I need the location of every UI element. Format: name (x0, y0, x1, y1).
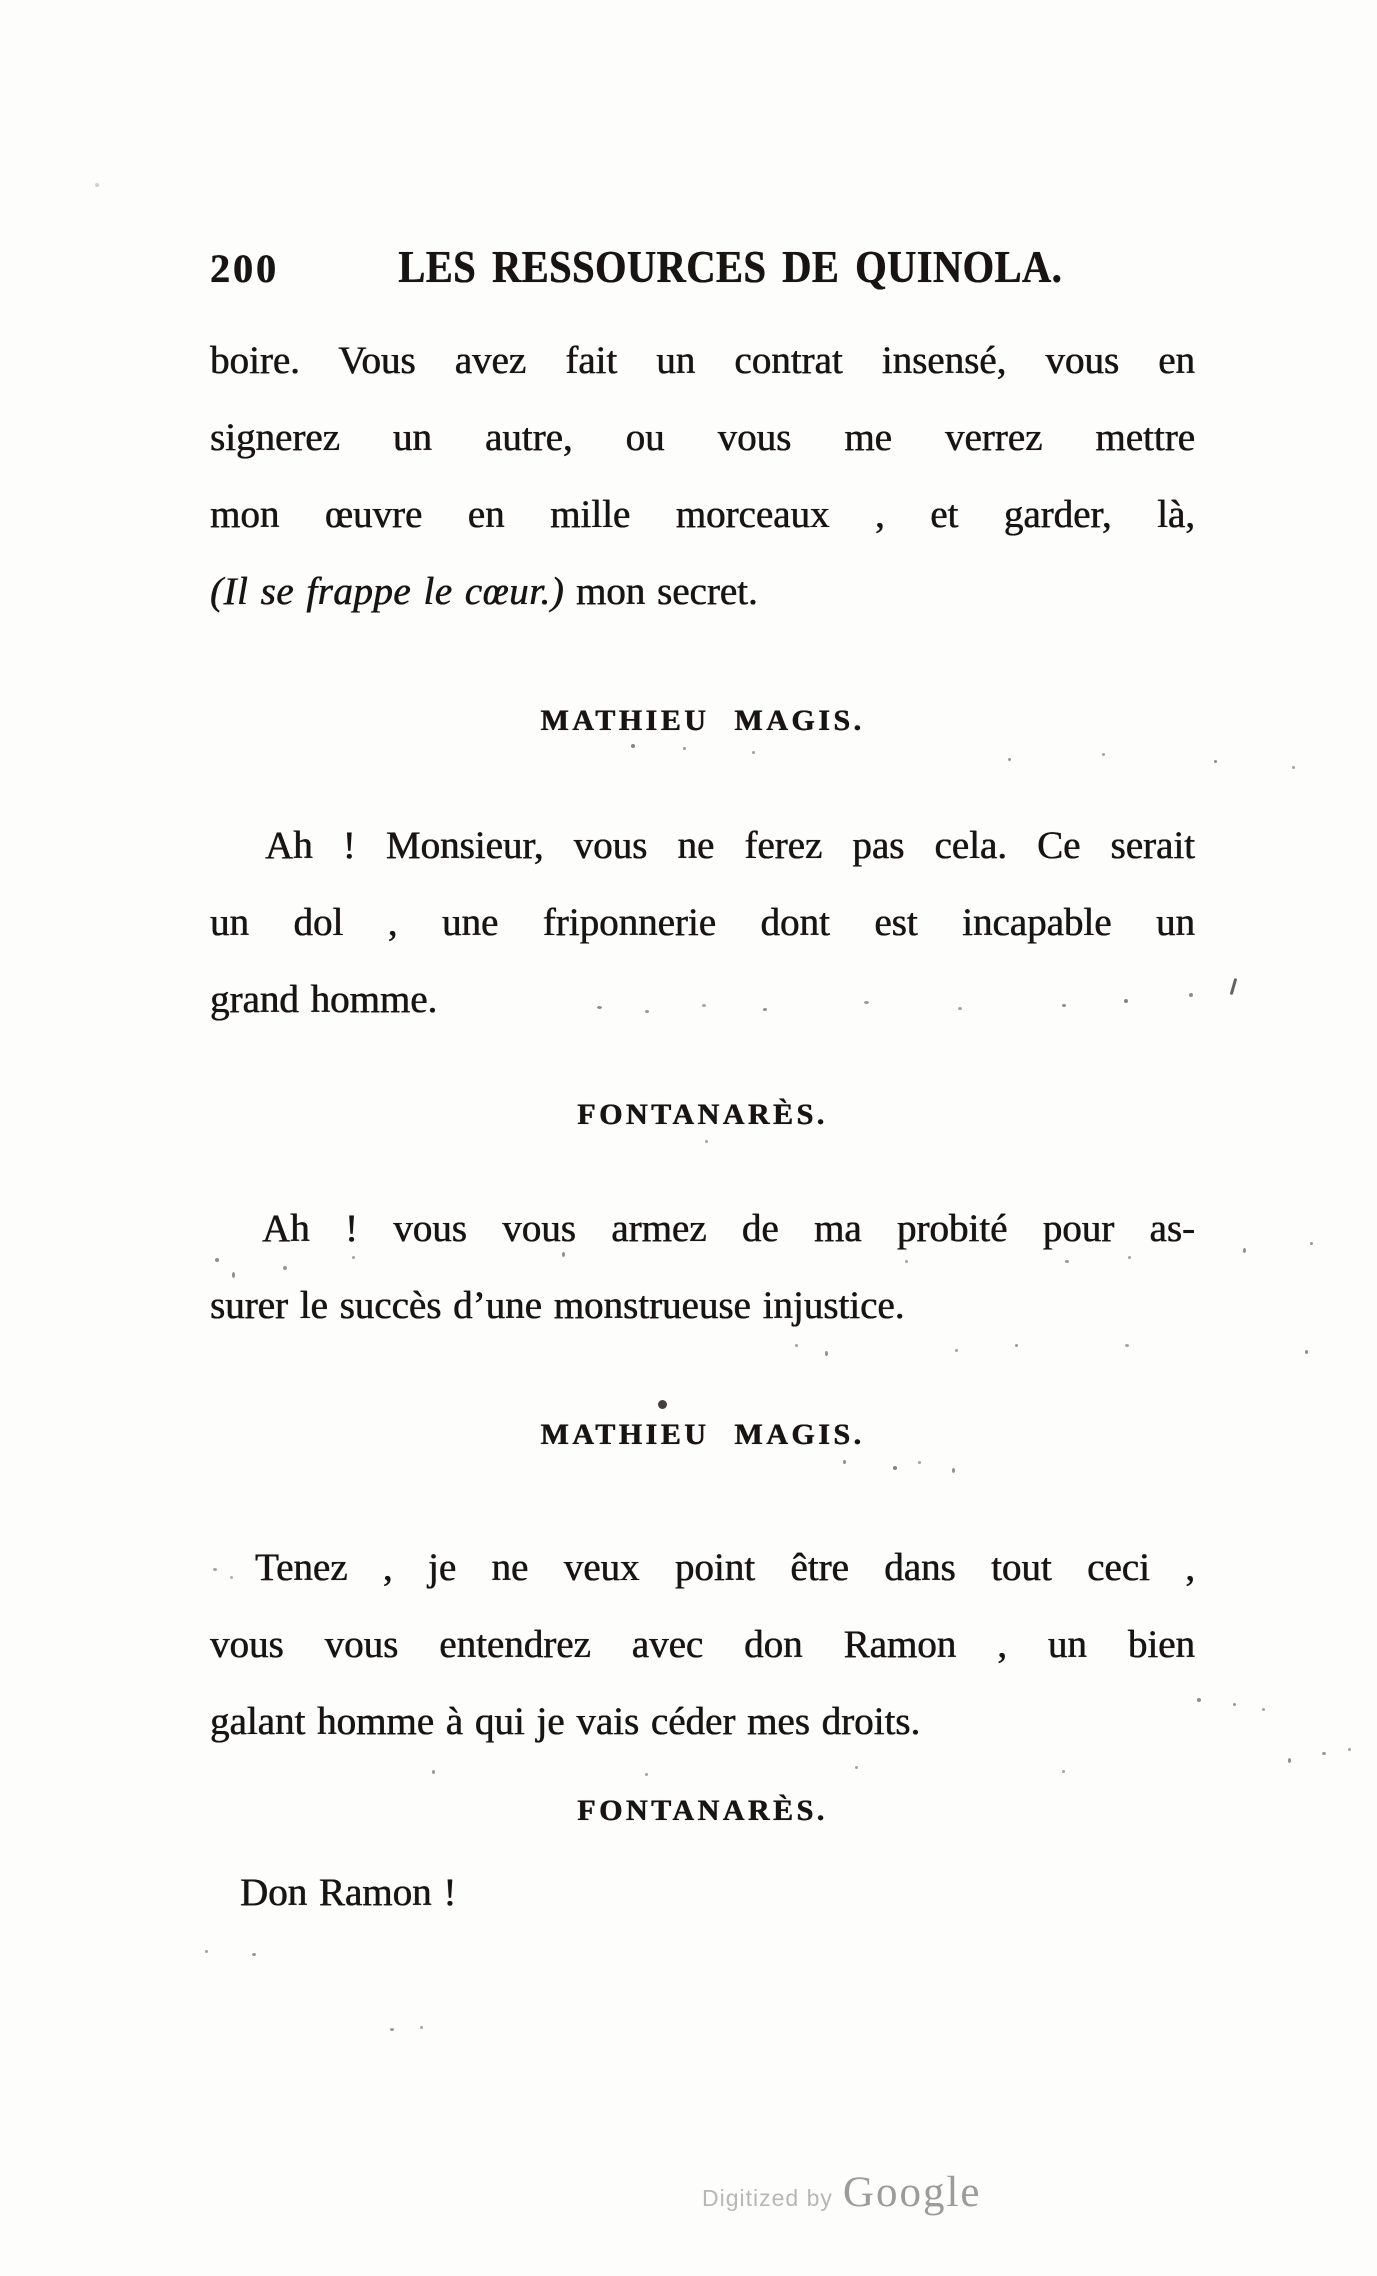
dialogue-paragraph-1 (210, 322, 1195, 630)
ink-speckle (420, 2026, 423, 2029)
ink-speckle (1189, 993, 1193, 997)
speaker-heading-fontanares-2: FONTANARÈS. (577, 1794, 828, 1827)
ink-speckle (597, 1006, 602, 1009)
text-line: Don Ramon ! (240, 1871, 457, 1914)
ink-speckle (855, 1766, 858, 1769)
ink-speckle (1102, 753, 1105, 756)
ink-speckle (562, 1252, 565, 1257)
ink-speckle (1128, 1256, 1131, 1259)
text-line: grand homme. (210, 978, 438, 1021)
text-line: vous vous entendrez avec don Ramon , un bien (210, 1623, 1195, 1666)
ink-speckle (683, 747, 686, 750)
page-header (210, 240, 1195, 294)
dialogue-paragraph-5 (210, 1854, 1195, 1931)
text-line: mon œuvre en mille morceaux , et garder, là, (210, 493, 1195, 536)
ink-speckle (645, 1010, 649, 1013)
text-line: un dol , une friponnerie dont est incapable un (210, 901, 1195, 944)
ink-speckle (1292, 766, 1295, 769)
ink-speckle (1197, 1698, 1201, 1702)
ink-speckle (213, 1568, 217, 1571)
ink-speckle (1008, 758, 1011, 761)
text-line: Tenez , je ne veux point être dans tout ceci , (255, 1546, 1195, 1589)
ink-speckle (893, 1466, 897, 1470)
ink-speckle (1015, 1344, 1018, 1347)
ink-speckle (752, 751, 755, 754)
ink-speckle (1288, 1758, 1291, 1763)
ink-speckle (658, 1400, 667, 1409)
page-number: 200 (210, 246, 279, 291)
ink-speckle (705, 1140, 708, 1143)
text-line (210, 553, 1195, 630)
ink-speckle (1310, 1242, 1313, 1245)
text-line: surer le succès d’une monstrueuse injustice. (210, 1284, 905, 1327)
ink-speckle (645, 1773, 648, 1776)
ink-speckle (795, 1344, 798, 1347)
ink-speckle (952, 1468, 955, 1473)
running-title: LES RESSOURCES DE QUINOLA. (398, 241, 1063, 292)
ink-speckle (955, 1349, 958, 1352)
ink-speckle (631, 744, 635, 748)
google-watermark (702, 2168, 981, 2217)
digitized-by-label: Digitized by (702, 2185, 833, 2211)
ink-speckle (230, 1576, 233, 1579)
speaker-heading-mathieu-magis: MATHIEU MAGIS. (540, 704, 865, 737)
text-line: signerez un autre, ou vous me verrez mettre (210, 416, 1195, 459)
ink-speckle (252, 1953, 256, 1956)
ink-speckle (205, 1950, 208, 1953)
text-line: boire. Vous avez fait un contrat insensé, vous en (210, 339, 1195, 382)
ink-speckle (1305, 1350, 1308, 1354)
ink-speckle (1125, 1344, 1129, 1347)
speaker-heading-mathieu-magis-2: MATHIEU MAGIS. (540, 1418, 865, 1451)
text-line: galant homme à qui je vais céder mes droits. (210, 1700, 921, 1743)
ink-speckle (1322, 1752, 1326, 1755)
ink-speckle (918, 1461, 921, 1464)
ink-speckle (1262, 1708, 1265, 1711)
ink-speckle (1214, 760, 1217, 763)
ink-speckle (1065, 1260, 1069, 1263)
ink-speckle (232, 1272, 235, 1278)
ink-speckle (215, 1258, 219, 1262)
dialogue-paragraph-3 (210, 1190, 1195, 1344)
ink-speckle (283, 1266, 287, 1270)
ink-speckle (432, 1770, 435, 1774)
ink-speckle (1243, 1248, 1246, 1253)
ink-speckle (702, 1004, 706, 1007)
dialogue-paragraph-4 (210, 1529, 1195, 1760)
ink-speckle (1062, 1770, 1065, 1773)
ink-speckle (905, 1260, 908, 1263)
ink-speckle (958, 1007, 962, 1010)
text-line: Ah ! vous vous armez de ma probité pour as- (262, 1207, 1195, 1250)
ink-speckle (763, 1008, 767, 1011)
ink-speckle (352, 1256, 355, 1259)
ink-speckle (825, 1351, 828, 1356)
stage-direction: (Il se frappe le cœur.) (210, 570, 565, 613)
ink-speckle (1233, 1703, 1236, 1706)
speaker-heading-fontanares: FONTANARÈS. (577, 1098, 828, 1131)
ink-speckle (1230, 978, 1238, 995)
ink-speckle (1062, 1004, 1066, 1007)
text-line: Ah ! Monsieur, vous ne ferez pas cela. Ce serait (265, 824, 1195, 867)
ink-speckle (390, 2028, 394, 2031)
running-title-wrap (210, 240, 1195, 293)
ink-speckle (864, 1001, 869, 1004)
google-logo: Google (842, 2169, 982, 2216)
ink-speckle (95, 183, 99, 187)
ink-speckle (1124, 999, 1128, 1003)
dialogue-text: mon secret. (575, 570, 758, 613)
ink-speckle (1348, 1748, 1351, 1751)
ink-speckle (843, 1460, 846, 1464)
